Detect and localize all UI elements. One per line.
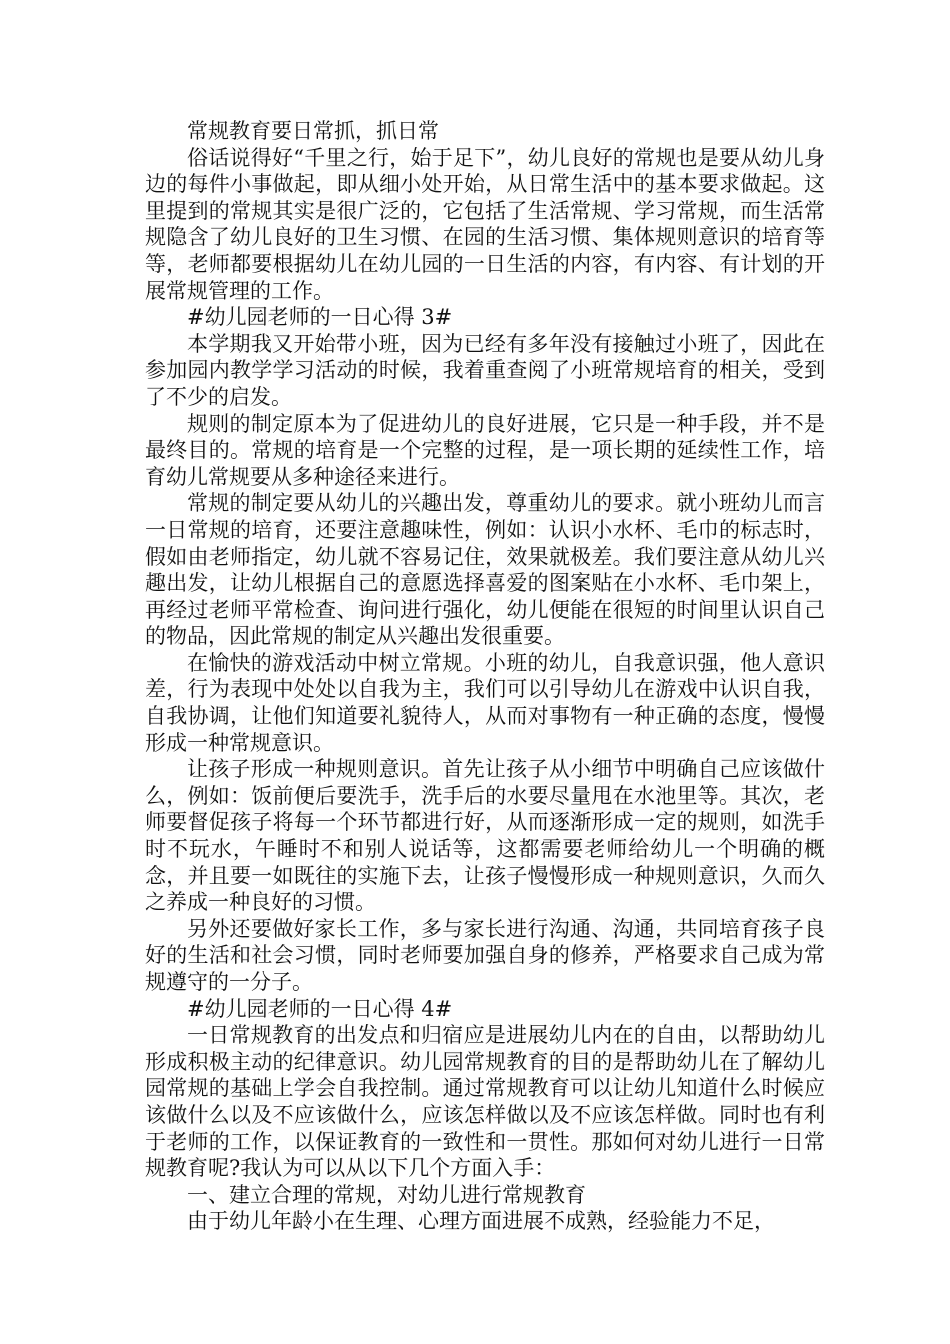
section-heading-routine: 常规教育要日常抓，抓日常	[187, 119, 439, 143]
body-paragraph: 由于幼儿年龄小在生理、心理方面进展不成熟，经验能力不足，	[187, 1209, 775, 1234]
body-paragraph: 另外还要做好家长工作，多与家长进行沟通、沟通，共同培育孩子良好的生活和社会习惯，同时老师要加强自身的修养，严格要求自己成为常规遵守的一分子。	[145, 916, 825, 994]
document-body	[145, 118, 825, 1235]
body-paragraph: 常规的制定要从幼儿的兴趣出发，尊重幼儿的要求。就小班幼儿而言一日常规的培育，还要注意趣味性，例如：认识小水杯、毛巾的标志时，假如由老师指定，幼儿就不容易记住，效果就极差。我们要注意从幼儿兴趣出发，让幼儿根据自己的意愿选择喜爱的图案贴在小水杯、毛巾架上，再经过老师平常检查、询问进行强化，幼儿便能在很短的时间里认识自己的物品，因此常规的制定从兴趣出发很重要。	[145, 491, 825, 649]
body-paragraph: 一日常规教育的出发点和归宿应是进展幼儿内在的自由，以帮助幼儿形成积极主动的纪律意识。幼儿园常规教育的目的是帮助幼儿在了解幼儿园常规的基础上学会自我控制。通过常规教育可以让幼儿知道什么时候应该做什么以及不应该做什么，应该怎样做以及不应该怎样做。同时也有利于老师的工作，以保证教育的一致性和一贯性。那如何对幼儿进行一日常规教育呢?我认为可以从以下几个方面入手：	[145, 1023, 825, 1181]
section-heading-3: #幼儿园老师的一日心得 3#	[187, 305, 453, 330]
body-paragraph: 俗话说得好“千里之行，始于足下”，幼儿良好的常规也是要从幼儿身边的每件小事做起，即从细小处开始，从日常生活中的基本要求做起。这里提到的常规其实是很广泛的，它包括了生活常规、学习常规，而生活常规隐含了幼儿良好的卫生习惯、在园的生活习惯、集体规则意识的培育等等，老师都要根据幼儿在幼儿园的一日生活的内容，有内容、有计划的开展常规管理的工作。	[145, 145, 825, 303]
body-paragraph: 规则的制定原本为了促进幼儿的良好进展，它只是一种手段，并不是最终目的。常规的培育是一个完整的过程，是一项长期的延续性工作，培育幼儿常规要从多种途径来进行。	[145, 411, 825, 489]
subsection-heading: 一、建立合理的常规，对幼儿进行常规教育	[187, 1182, 586, 1207]
body-paragraph: 让孩子形成一种规则意识。首先让孩子从小细节中明确自己应该做什么，例如：饭前便后要洗手，洗手后的水要尽量甩在水池里等。其次，老师要督促孩子将每一个环节都进行好，从而逐渐形成一定的规则，如洗手时不玩水，午睡时不和别人说话等，这都需要老师给幼儿一个明确的概念，并且要一如既往的实施下去，让孩子慢慢形成一种规则意识，久而久之养成一种良好的习惯。	[145, 757, 825, 915]
body-paragraph: 在愉快的游戏活动中树立常规。小班的幼儿，自我意识强，他人意识差，行为表现中处处以自我为主，我们可以引导幼儿在游戏中认识自我，自我协调，让他们知道要礼貌待人，从而对事物有一种正确的态度，慢慢形成一种常规意识。	[145, 650, 825, 755]
section-heading-4: #幼儿园老师的一日心得 4#	[187, 996, 453, 1021]
body-paragraph: 本学期我又开始带小班，因为已经有多年没有接触过小班了，因此在参加园内教学学习活动的时候，我着重查阅了小班常规培育的相关，受到了不少的启发。	[145, 331, 825, 409]
